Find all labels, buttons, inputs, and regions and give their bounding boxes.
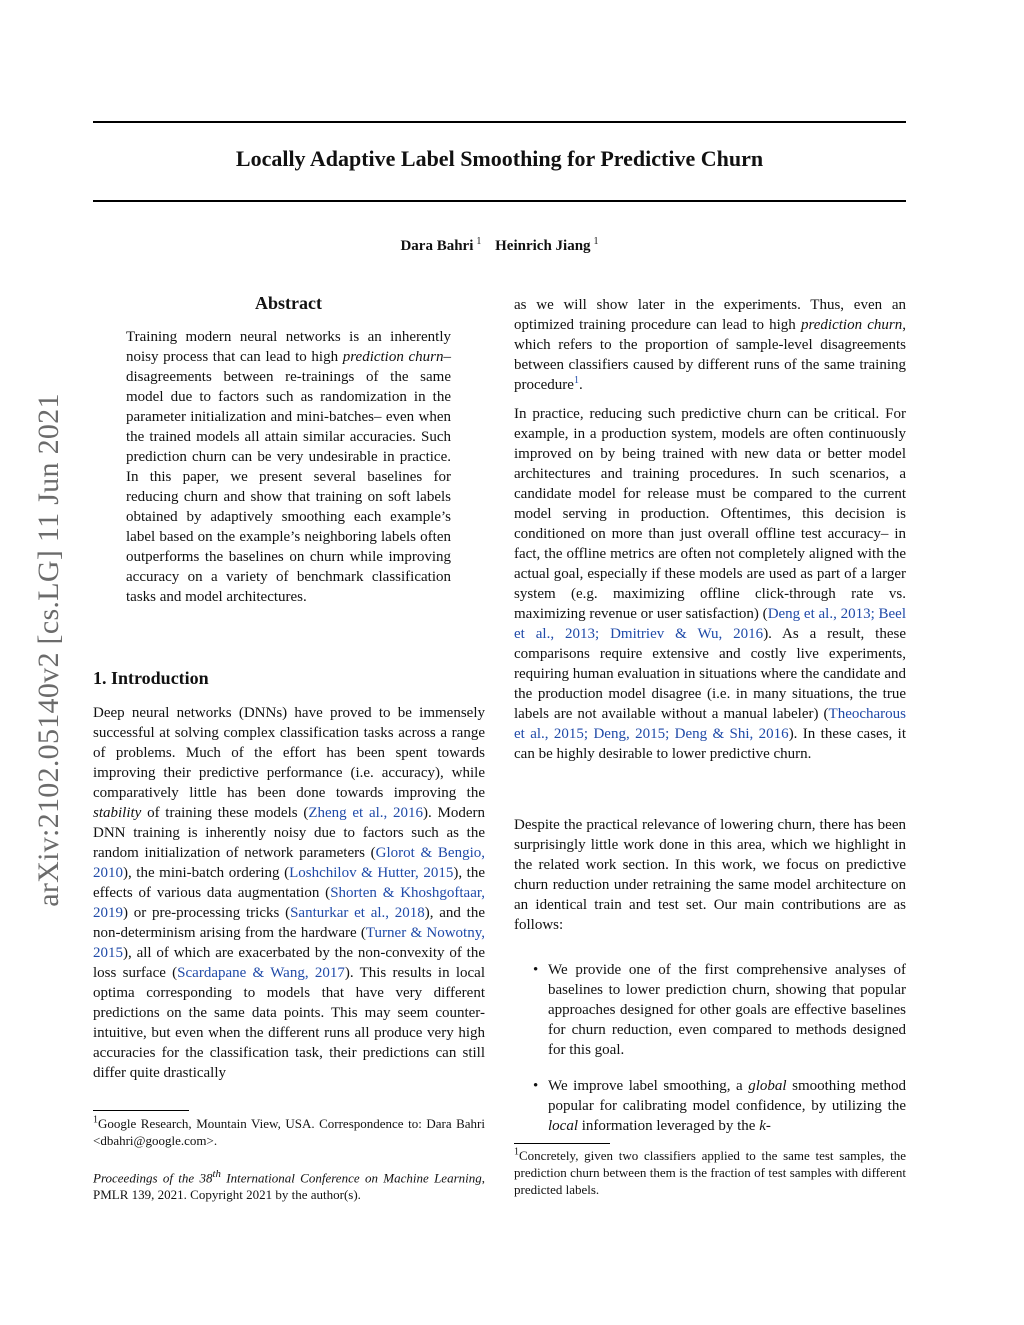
- title-top-rule: [93, 121, 906, 123]
- section-heading-introduction: 1. Introduction: [93, 668, 209, 688]
- introduction-paragraph-4: Despite the practical relevance of lowering churn, there has been surprisingly little work done in this area, which we highlight in the related work section. In this work, we focus on predictive churn reduction under retraining the same model architecture on an identical train and test set. Our main contributions are as follows:: [514, 817, 906, 933]
- introduction-paragraph-1: Deep neural networks (DNNs) have proved to be immensely successful at solving complex classification tasks across a range of problems. Much of the effort has been spent towards improving their predictive performance (i.e. accuracy), while comparatively little has been done towards improving the stability of training these models (Zheng et al., 2016). Modern DNN training is inherently noisy due to factors such as the random initialization of network parameters (Glorot & Bengio, 2010), the mini-batch ordering (Loshchilov & Hutter, 2015), the effects of various data augmentation (Shorten & Khoshgoftaar, 2019) or pre-processing tricks (Santurkar et al., 2018), and the non-determinism arising from the hardware (Turner & Nowotny, 2015), all of which are exacerbated by the non-convexity of the loss surface (Scardapane & Wang, 2017). This results in local optima corresponding to models that have very different predictions on the same data points. This may seem counter-intuitive, but even when the different runs all produce very high accuracies for the classification task, their predictions can still differ quite drastically: [93, 705, 486, 1081]
- contribution-text: We improve label smoothing, a global smoothing method popular for calibrating model confidence, by utilizing the local information leveraged by the k-: [548, 1078, 906, 1134]
- author-list: [93, 236, 906, 255]
- introduction-paragraph-3: In practice, reducing such predictive churn can be critical. For example, in a production system, models are often continuously improved on by being trained with new data or better model architectures and training procedures. In such scenarios, a candidate model for release must be compared to the current model serving in production. Oftentimes, this decision is conditioned on more than just overall offline test accuracy– in fact, the offline metrics are often not completely aligned with the actual goal, especially if these models are used as part of a larger system (e.g. maximizing offline click-through rate vs. maximizing revenue or user satisfaction) (Deng et al., 2013; Beel et al., 2013; Dmitriev & Wu, 2016). As a result, these comparisons require extensive and costly live experiments, requiring human evaluation in situations where the candidate and the production model disagree (i.e. in many situations, the true labels are not available without a manual labeler) (Theocharous et al., 2015; Deng, 2015; Deng & Shi, 2016). In these cases, it can be highly desirable to lower predictive churn.: [514, 406, 906, 762]
- abstract-emphasis: prediction churn: [342, 349, 444, 365]
- abstract-text: Training modern neural networks is an inherently noisy process that can lead to high prediction churn– disagreements between re-trainings of the same model due to factors such as randomization in the parameter initialization and mini-batches– even when the trained models all attain similar accuracies. Such prediction churn can be very undesirable in practice. In this paper, we present several baselines for reducing churn and show that training on soft labels obtained by adaptively smoothing each example’s label based on the example’s neighboring labels often outperforms the baselines on churn while improving accuracy on a variety of benchmark classification tasks and model architectures.: [126, 329, 452, 605]
- citation-link[interactable]: Zheng et al., 2016: [308, 805, 424, 821]
- conference-number: 38: [199, 1170, 213, 1186]
- footnote-churn-definition: $^1$Concretely, given two classifiers applied to the same test samples, the prediction churn between them is the fraction of test samples with different predicted labels.: [514, 1146, 906, 1197]
- footnote-reference[interactable]: 1: [573, 375, 579, 386]
- author: [495, 238, 598, 254]
- author-affiliation-mark: 1: [476, 236, 482, 247]
- paper-title: Locally Adaptive Label Smoothing for Predictive Churn: [235, 146, 764, 171]
- contribution-text: We provide one of the first comprehensive analyses of baselines to lower prediction churn, showing that popular approaches designed for other goals are effective baselines for churn reduction, even compared to methods designed for this goal.: [548, 962, 906, 1058]
- citation-link[interactable]: Santurkar et al., 2018: [290, 905, 425, 921]
- introduction-paragraph-2: as we will show later in the experiments. Thus, even an optimized training procedure can lead to high prediction churn, which refers to the proportion of sample-level disagreements between classifiers caused by different runs of the same training procedure$^1$.: [514, 297, 906, 393]
- citation-link[interactable]: Scardapane & Wang, 2017: [177, 965, 345, 981]
- citation-link[interactable]: Glorot & Bengio, 2010: [93, 845, 485, 881]
- author: [400, 238, 481, 254]
- citation-link[interactable]: Loshchilov & Hutter, 2015: [289, 865, 454, 881]
- footnote-mark: 1: [514, 1146, 519, 1158]
- contribution-bullet: [533, 1076, 906, 1136]
- bullet-icon: •: [533, 962, 539, 978]
- citation-link[interactable]: Deng et al., 2013; Beel et al., 2013; Dmitriev & Wu, 2016: [514, 606, 906, 642]
- citation-link[interactable]: Turner & Nowotny, 2015: [93, 925, 485, 961]
- citation-link[interactable]: Theocharous et al., 2015; Deng, 2015; Deng & Shi, 2016: [514, 706, 906, 742]
- footnote-affiliation: $^1$Google Research, Mountain View, USA. Correspondence to: Dara Bahri <dbahri@google.com>.: [93, 1114, 485, 1148]
- title-bottom-rule: [93, 200, 906, 202]
- abstract-heading: Abstract: [255, 293, 322, 313]
- contribution-bullet: [533, 960, 906, 1060]
- author-name: Dara Bahri: [400, 238, 474, 254]
- footnote-rule: [514, 1143, 610, 1144]
- arxiv-identifier-stamp: arXiv:2102.05140v2 [cs.LG] 11 Jun 2021: [32, 393, 65, 907]
- citation-link[interactable]: Shorten & Khoshgoftaar, 2019: [93, 885, 485, 921]
- bullet-icon: •: [533, 1078, 539, 1094]
- footnote-rule: [93, 1110, 189, 1111]
- author-affiliation-mark: 1: [593, 236, 599, 247]
- author-name: Heinrich Jiang: [495, 238, 591, 254]
- footnote-mark: 1: [93, 1114, 98, 1126]
- proceedings-note: Proceedings of the 38th International Conference on Machine Learning, PMLR 139, 2021. Copyright 2021 by the author(s).: [93, 1168, 485, 1203]
